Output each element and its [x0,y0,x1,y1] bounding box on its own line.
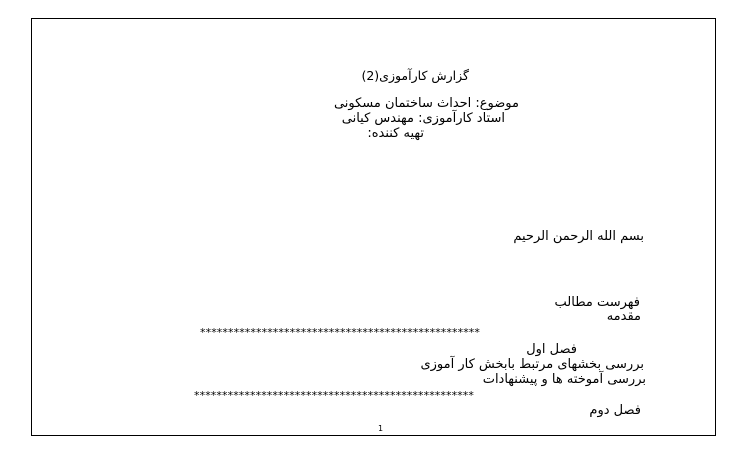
subject-line: موضوع: احداث ساختمان مسکونی [333,96,519,111]
separator-line-1: ************************************************** [200,327,480,339]
toc-heading: فهرست مطالب [554,295,640,310]
toc-intro: مقدمه [606,309,641,324]
chapter-1-item-2: بررسی آموخته ها و پیشنهادات [482,372,646,387]
chapter-1-item-1: بررسی بخشهای مرتبط بابخش کار آموزی [420,357,644,372]
document-page [31,18,716,436]
chapter-2-heading: فصل دوم [589,403,641,418]
separator-line-2: ************************************************** [194,390,474,402]
report-title: گزارش کارآموزی(2) [361,68,469,83]
page-number: 1 [378,424,384,433]
preparer-line: تهیه کننده: [367,126,424,141]
basmala: بسم الله الرحمن الرحیم [513,229,644,244]
chapter-1-heading: فصل اول [526,342,577,357]
instructor-line: استاد کارآموزی: مهندس کیانی [341,111,505,126]
